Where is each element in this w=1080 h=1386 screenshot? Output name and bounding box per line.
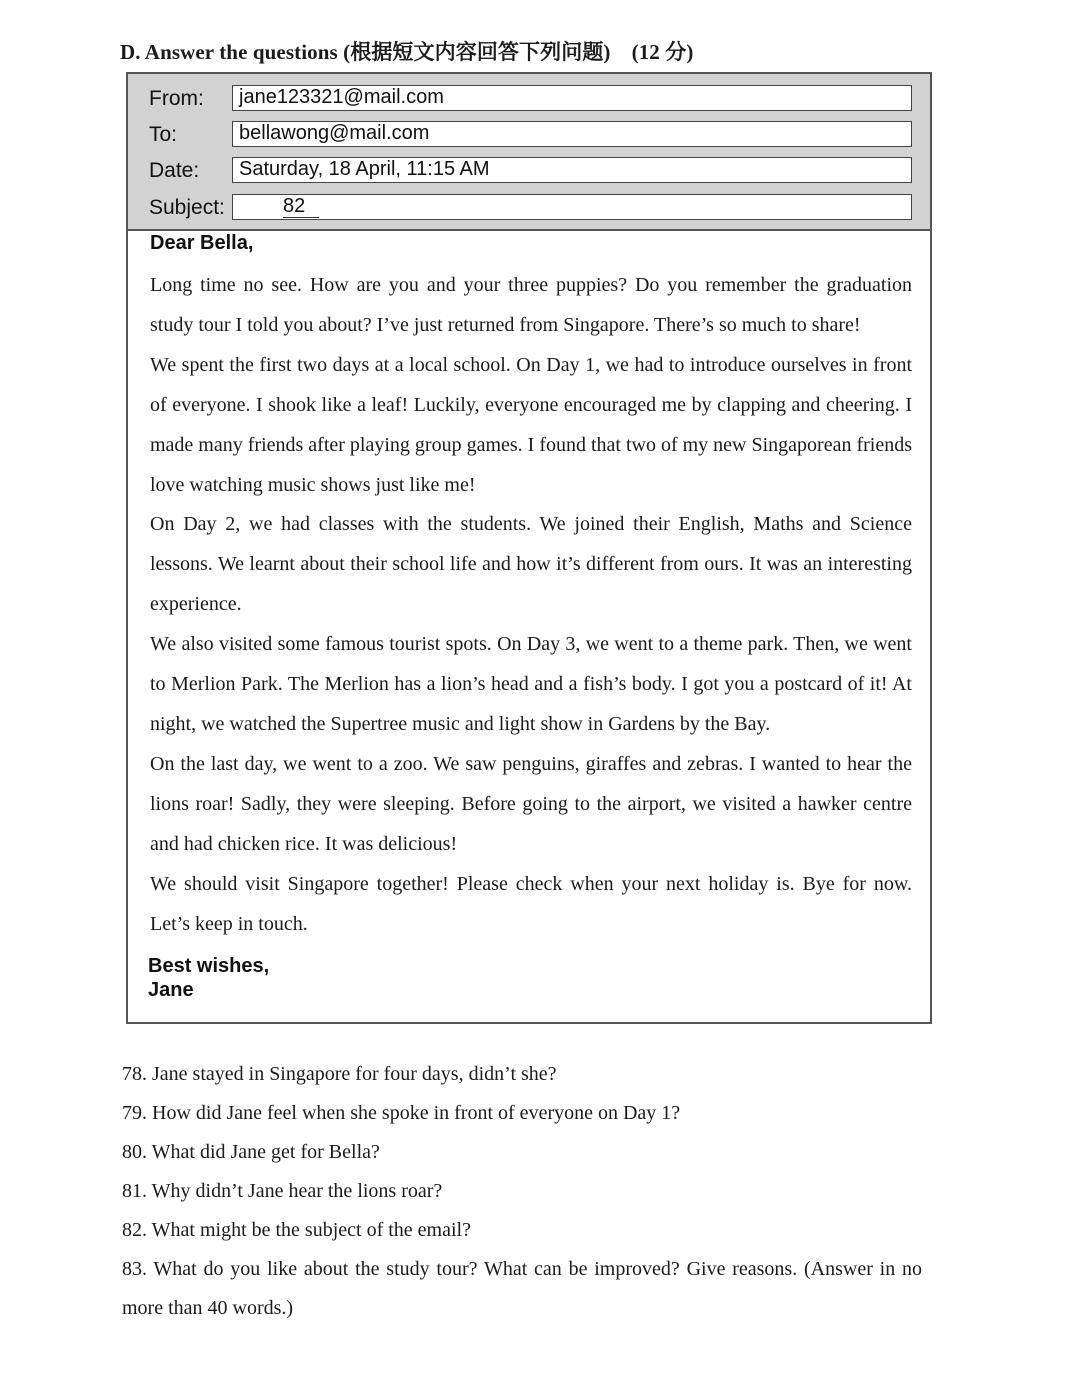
question-item: 80. What did Jane get for Bella? (122, 1141, 380, 1163)
question-list (122, 1055, 922, 1328)
subject-field (232, 194, 912, 220)
subject-row (128, 193, 930, 223)
body-paragraph: We should visit Singapore together! Please check when your next holiday is. Bye for now. Let’s keep in touch. (150, 872, 912, 935)
email-body (150, 266, 912, 944)
body-paragraph: On Day 2, we had classes with the students. We joined their English, Maths and Science lessons. We learnt about their school life and how it’s different from ours. It was an interesting experience. (150, 513, 912, 616)
body-paragraph: On the last day, we went to a zoo. We saw penguins, giraffes and zebras. I wanted to hear the lions roar! Sadly, they were sleeping. Before going to the airport, we visited a hawker centre and had chicken rice. It was delicious! (150, 752, 912, 855)
signoff (148, 954, 269, 1002)
question-item: 78. Jane stayed in Singapore for four days, didn’t she? (122, 1063, 557, 1085)
signature: Jane (148, 979, 194, 1001)
greeting: Dear Bella, (150, 232, 254, 254)
to-field: bellawong@mail.com (232, 121, 912, 147)
question-item: 79. How did Jane feel when she spoke in front of everyone on Day 1? (122, 1102, 681, 1124)
email-header (128, 74, 930, 231)
to-label: To: (149, 123, 178, 146)
section-title: D. Answer the questions (根据短文内容回答下列问题) (12 分) (120, 40, 694, 64)
from-label: From: (149, 87, 204, 110)
email-box (126, 72, 932, 1024)
from-row (128, 84, 930, 114)
body-paragraph: Long time no see. How are you and your three puppies? Do you remember the graduation study tour I told you about? I’ve just returned from Singapore. There’s so much to share! (150, 274, 912, 336)
question-item: 83. What do you like about the study tour? What can be improved? Give reasons. (Answer in no more than 40 words.) (122, 1258, 922, 1319)
question-item: 81. Why didn’t Jane hear the lions roar? (122, 1180, 443, 1202)
subject-label: Subject: (149, 196, 225, 219)
closing: Best wishes, (148, 955, 270, 977)
subject-blank: 82 (283, 195, 319, 218)
body-paragraph: We spent the first two days at a local school. On Day 1, we had to introduce ourselves in front of everyone. I shook like a leaf! Luckily, everyone encouraged me by clapping and cheering. I made many friends after playing group games. I found that two of my new Singaporean friends love watching music shows just like me! (150, 353, 913, 496)
body-paragraph: We also visited some famous tourist spots. On Day 3, we went to a theme park. Then, we went to Merlion Park. The Merlion has a lion’s head and a fish’s body. I got you a postcard of it! At night, we watched the Supertree music and light show in Gardens by the Bay. (150, 633, 912, 735)
question-item: 82. What might be the subject of the email? (122, 1219, 471, 1241)
date-label: Date: (149, 159, 200, 182)
to-row (128, 120, 930, 150)
from-field: jane123321@mail.com (232, 85, 912, 111)
date-field: Saturday, 18 April, 11:15 AM (232, 157, 912, 183)
date-row (128, 156, 930, 186)
